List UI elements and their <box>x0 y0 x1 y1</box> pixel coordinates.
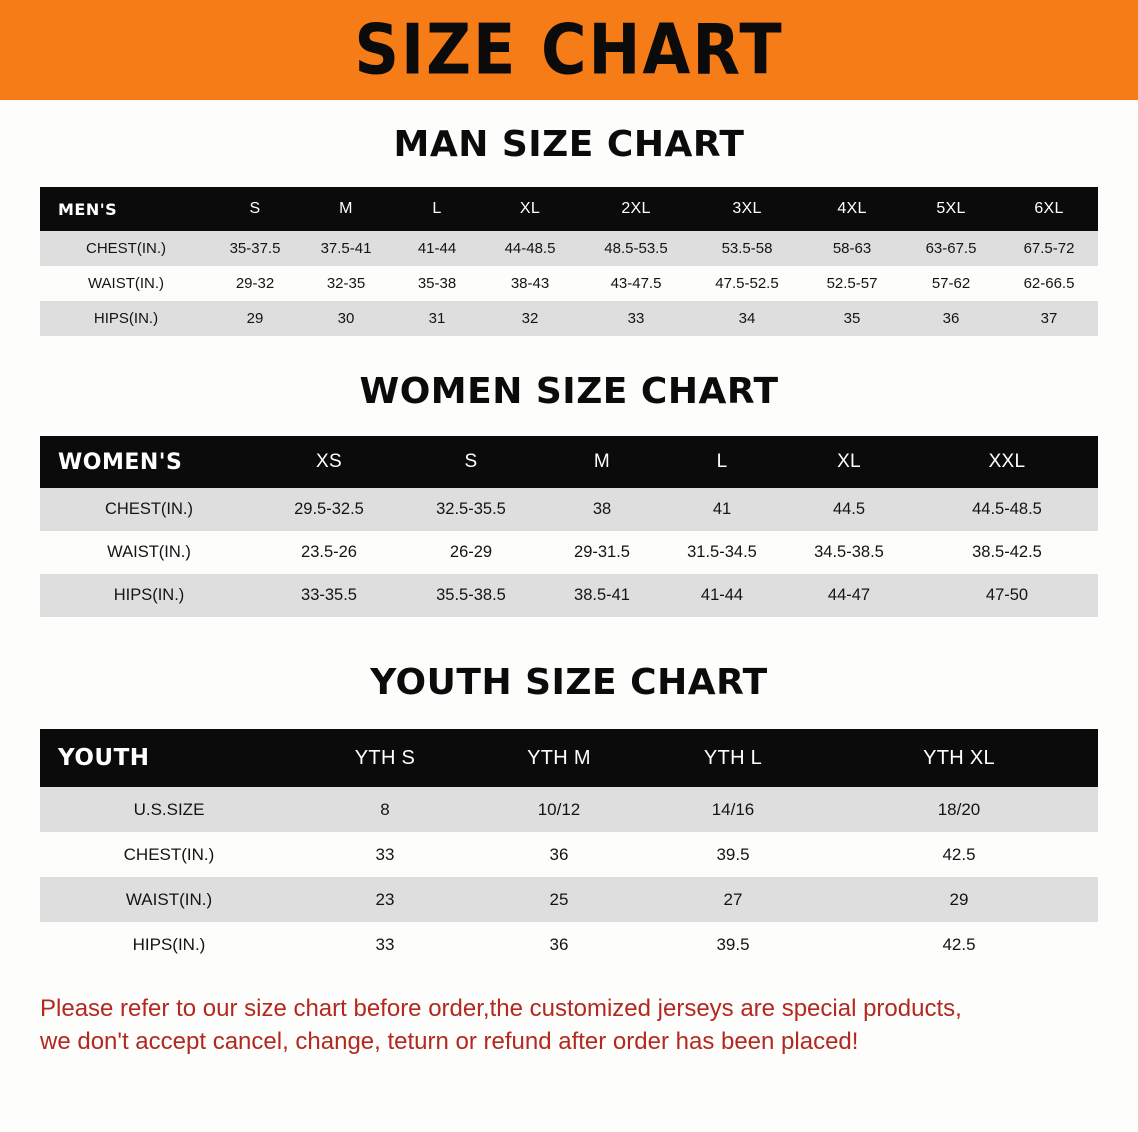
youth-table-wrap <box>40 729 1098 967</box>
table-cell: 44-48.5 <box>480 231 580 266</box>
table-cell: 47.5-52.5 <box>692 266 802 301</box>
row-label: CHEST(IN.) <box>40 231 212 266</box>
youth-header-cell: YTH XL <box>820 729 1098 787</box>
man-header-cell: S <box>212 187 298 231</box>
table-cell: 35-37.5 <box>212 231 298 266</box>
man-header-cell: MEN'S <box>40 187 212 231</box>
table-cell: 38.5-42.5 <box>916 531 1098 574</box>
table-cell: 67.5-72 <box>1000 231 1098 266</box>
table-cell: 35.5-38.5 <box>400 574 542 617</box>
women-header-cell: M <box>542 436 662 488</box>
table-cell: 23 <box>298 877 472 922</box>
table-cell: 41-44 <box>662 574 782 617</box>
table-cell: 41-44 <box>394 231 480 266</box>
women-section-heading: WOMEN SIZE CHART <box>359 371 779 412</box>
youth-size-table <box>40 729 1098 967</box>
table-cell: 36 <box>902 301 1000 336</box>
table-cell: 33-35.5 <box>258 574 400 617</box>
table-cell: 35 <box>802 301 902 336</box>
table-cell: 53.5-58 <box>692 231 802 266</box>
table-cell: 42.5 <box>820 922 1098 967</box>
women-table-wrap <box>40 436 1098 617</box>
row-label: WAIST(IN.) <box>40 531 258 574</box>
row-label: HIPS(IN.) <box>40 301 212 336</box>
row-label: WAIST(IN.) <box>40 266 212 301</box>
table-cell: 31.5-34.5 <box>662 531 782 574</box>
table-row <box>40 231 1098 266</box>
man-size-table <box>40 187 1098 336</box>
table-cell: 37 <box>1000 301 1098 336</box>
table-cell: 47-50 <box>916 574 1098 617</box>
man-header-cell: 2XL <box>580 187 692 231</box>
table-cell: 26-29 <box>400 531 542 574</box>
table-row <box>40 574 1098 617</box>
man-section-heading: MAN SIZE CHART <box>393 124 745 165</box>
women-header-cell: S <box>400 436 542 488</box>
table-cell: 8 <box>298 787 472 832</box>
row-label: HIPS(IN.) <box>40 922 298 967</box>
table-cell: 63-67.5 <box>902 231 1000 266</box>
row-label: HIPS(IN.) <box>40 574 258 617</box>
table-row <box>40 787 1098 832</box>
man-header-cell: M <box>298 187 394 231</box>
table-cell: 29 <box>820 877 1098 922</box>
women-table-header-row <box>40 436 1098 488</box>
youth-table-header-row <box>40 729 1098 787</box>
row-label: WAIST(IN.) <box>40 877 298 922</box>
youth-header-cell: YTH S <box>298 729 472 787</box>
table-cell: 29 <box>212 301 298 336</box>
table-cell: 29.5-32.5 <box>258 488 400 531</box>
table-cell: 33 <box>298 922 472 967</box>
table-cell: 27 <box>646 877 820 922</box>
man-header-cell: XL <box>480 187 580 231</box>
youth-section-heading: YOUTH SIZE CHART <box>370 662 768 703</box>
table-cell: 57-62 <box>902 266 1000 301</box>
row-label: CHEST(IN.) <box>40 832 298 877</box>
table-cell: 31 <box>394 301 480 336</box>
table-cell: 29-32 <box>212 266 298 301</box>
table-cell: 30 <box>298 301 394 336</box>
table-cell: 44.5-48.5 <box>916 488 1098 531</box>
women-header-cell: XL <box>782 436 916 488</box>
table-row <box>40 832 1098 877</box>
table-cell: 58-63 <box>802 231 902 266</box>
table-cell: 36 <box>472 922 646 967</box>
man-table-wrap <box>40 187 1098 336</box>
women-header-cell: XS <box>258 436 400 488</box>
table-cell: 34 <box>692 301 802 336</box>
table-cell: 33 <box>580 301 692 336</box>
table-cell: 18/20 <box>820 787 1098 832</box>
disclaimer-note <box>40 993 1098 1058</box>
youth-header-cell: YOUTH <box>40 729 298 787</box>
table-cell: 44.5 <box>782 488 916 531</box>
table-cell: 62-66.5 <box>1000 266 1098 301</box>
table-cell: 33 <box>298 832 472 877</box>
table-cell: 25 <box>472 877 646 922</box>
table-cell: 52.5-57 <box>802 266 902 301</box>
man-header-cell: 5XL <box>902 187 1000 231</box>
table-cell: 32 <box>480 301 580 336</box>
man-table-header-row <box>40 187 1098 231</box>
table-cell: 23.5-26 <box>258 531 400 574</box>
table-row <box>40 531 1098 574</box>
row-label: U.S.SIZE <box>40 787 298 832</box>
table-row <box>40 922 1098 967</box>
youth-header-cell: YTH L <box>646 729 820 787</box>
table-cell: 10/12 <box>472 787 646 832</box>
table-row <box>40 266 1098 301</box>
table-row <box>40 301 1098 336</box>
table-row <box>40 877 1098 922</box>
table-cell: 38.5-41 <box>542 574 662 617</box>
youth-header-cell: YTH M <box>472 729 646 787</box>
table-cell: 41 <box>662 488 782 531</box>
women-header-cell: L <box>662 436 782 488</box>
header-banner <box>0 0 1138 100</box>
table-cell: 32-35 <box>298 266 394 301</box>
table-cell: 32.5-35.5 <box>400 488 542 531</box>
table-cell: 42.5 <box>820 832 1098 877</box>
table-cell: 34.5-38.5 <box>782 531 916 574</box>
table-cell: 38 <box>542 488 662 531</box>
table-cell: 14/16 <box>646 787 820 832</box>
row-label: CHEST(IN.) <box>40 488 258 531</box>
man-header-cell: 4XL <box>802 187 902 231</box>
women-size-table <box>40 436 1098 617</box>
women-header-cell: WOMEN'S <box>40 436 258 488</box>
man-header-cell: 6XL <box>1000 187 1098 231</box>
man-header-cell: L <box>394 187 480 231</box>
table-cell: 29-31.5 <box>542 531 662 574</box>
table-cell: 39.5 <box>646 832 820 877</box>
table-cell: 35-38 <box>394 266 480 301</box>
women-header-cell: XXL <box>916 436 1098 488</box>
page-title: SIZE CHART <box>354 8 784 91</box>
table-cell: 48.5-53.5 <box>580 231 692 266</box>
man-header-cell: 3XL <box>692 187 802 231</box>
disclaimer-line-2: we don't accept cancel, change, teturn or refund after order has been placed! <box>40 1027 859 1055</box>
table-cell: 44-47 <box>782 574 916 617</box>
table-cell: 37.5-41 <box>298 231 394 266</box>
table-cell: 36 <box>472 832 646 877</box>
table-cell: 38-43 <box>480 266 580 301</box>
disclaimer-line-1: Please refer to our size chart before order,the customized jerseys are special products, <box>40 995 962 1022</box>
table-row <box>40 488 1098 531</box>
table-cell: 39.5 <box>646 922 820 967</box>
table-cell: 43-47.5 <box>580 266 692 301</box>
